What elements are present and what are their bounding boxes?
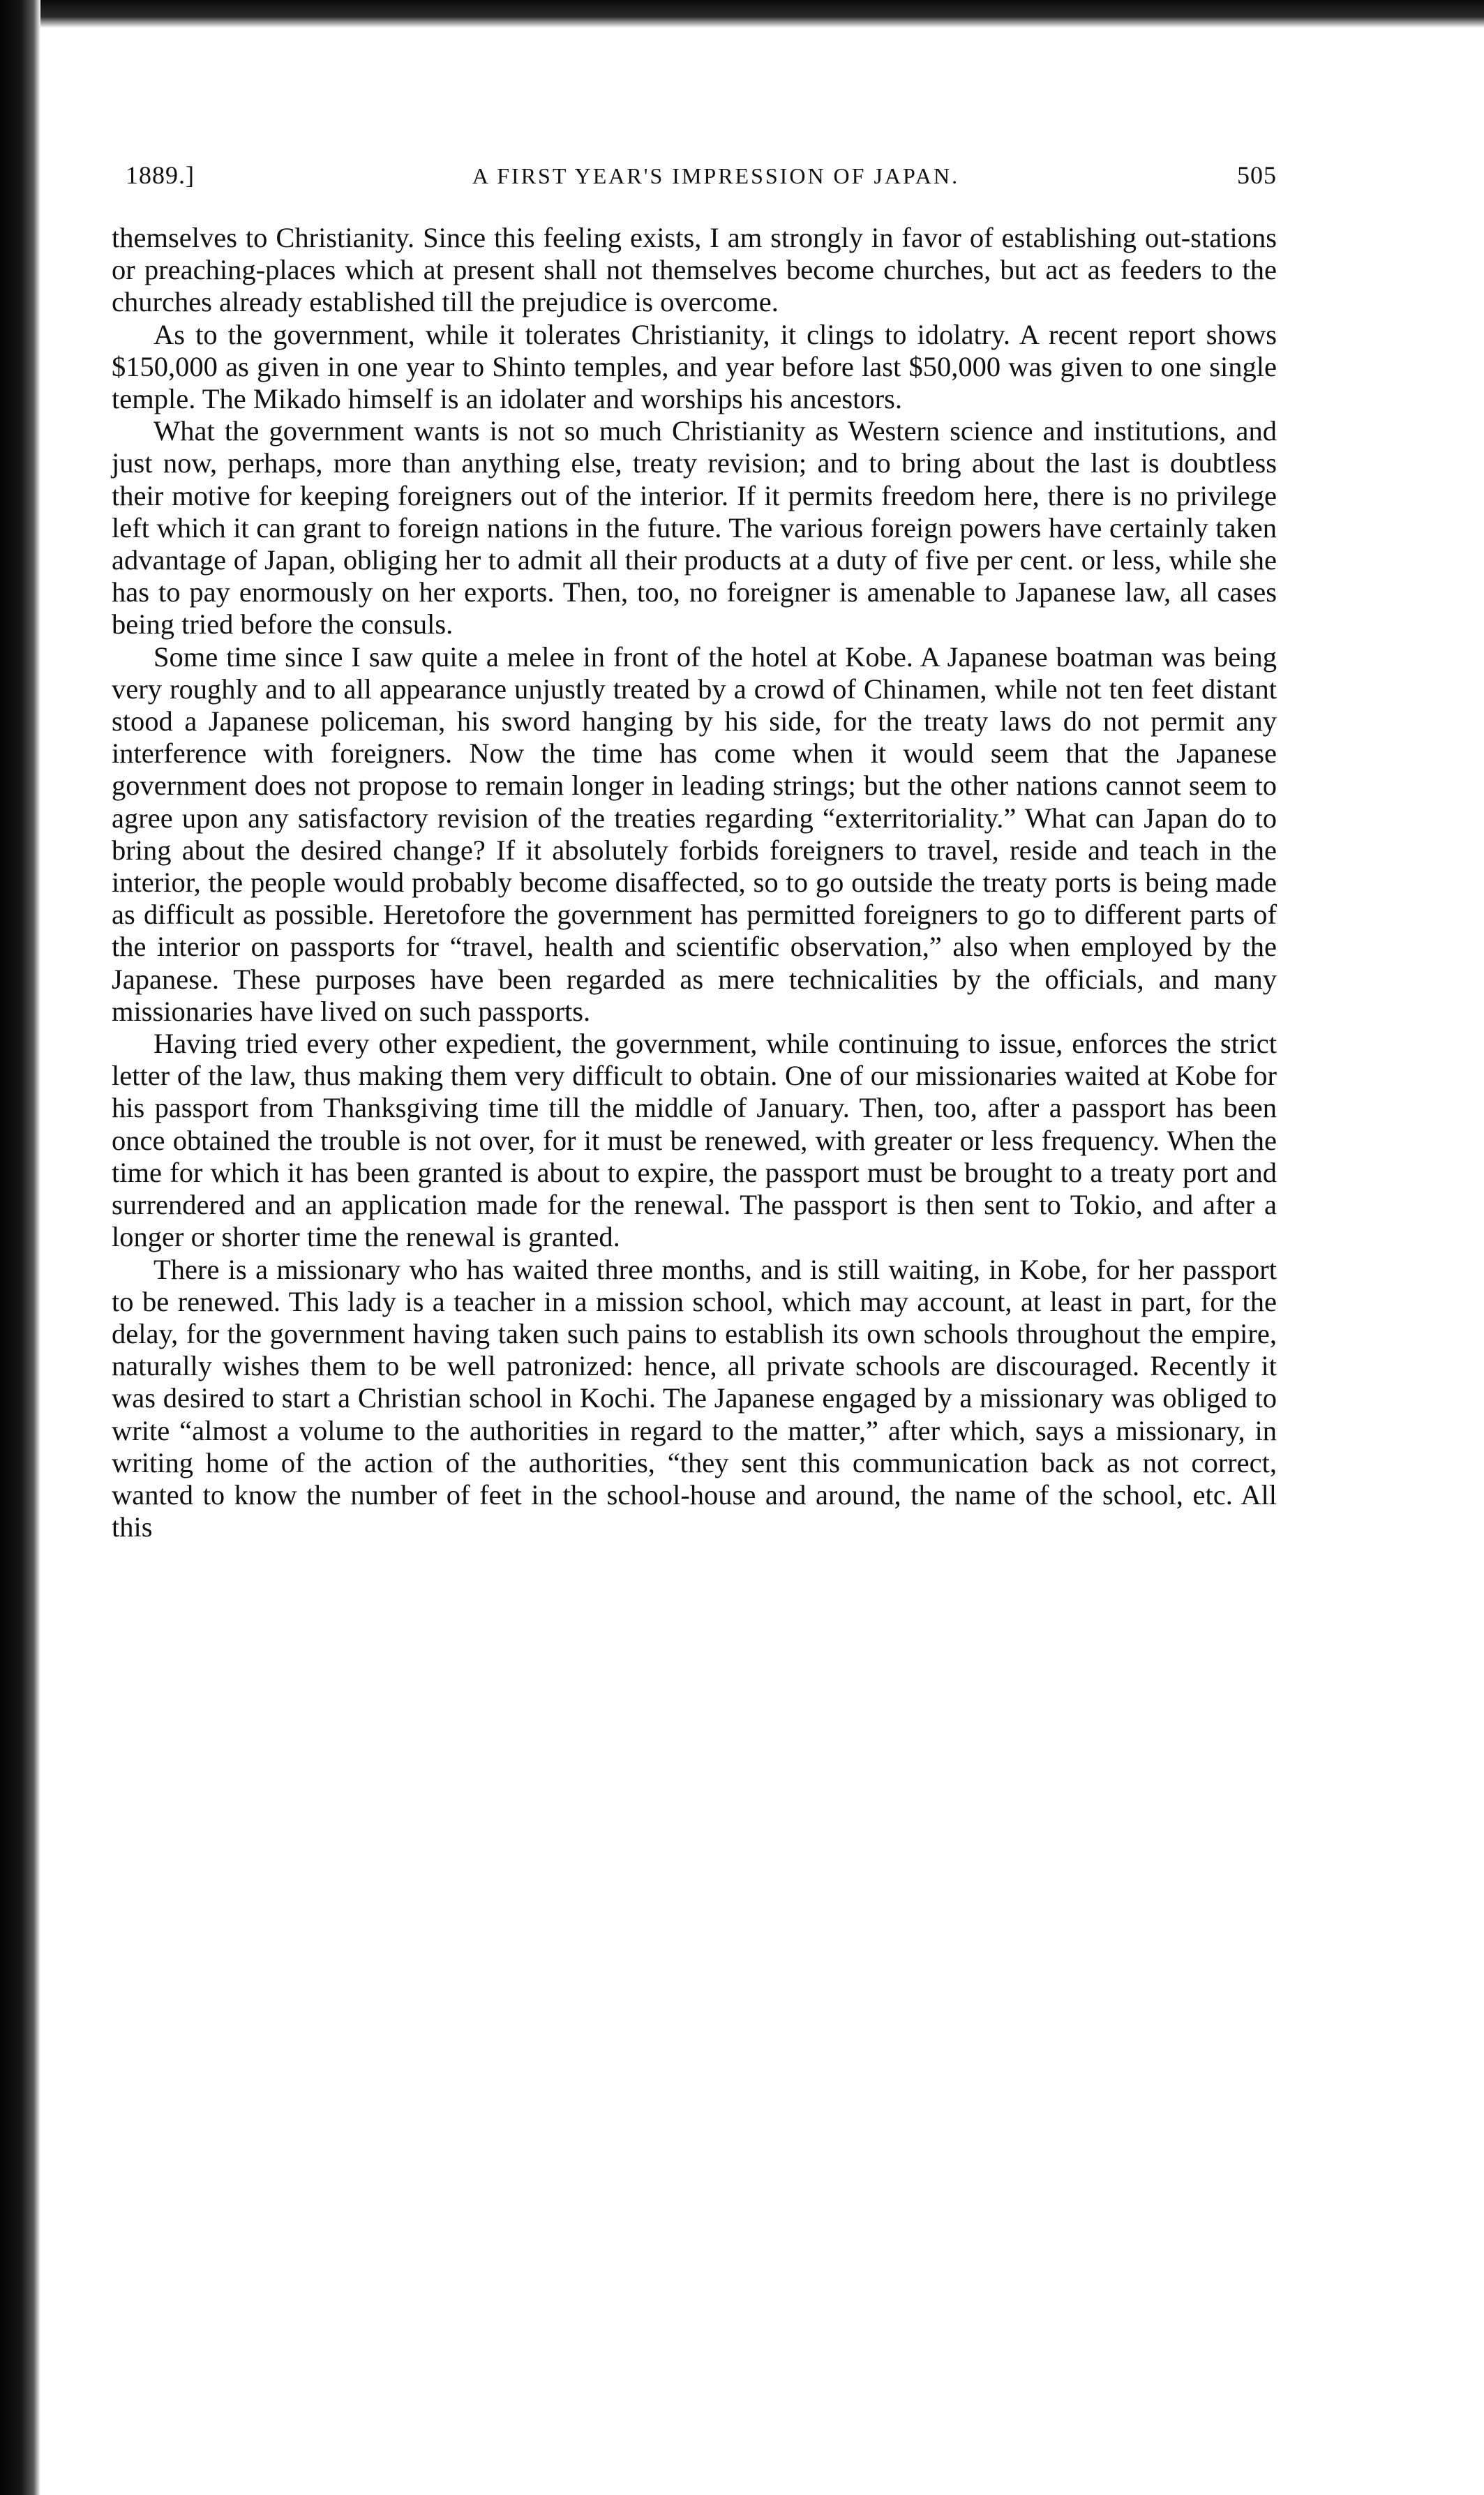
paragraph: Some time since I saw quite a melee in front of the hotel at Kobe. A Japanese boatman was being very roughly and to all appearance unjustly treated by a crowd of Chinamen, while not ten feet distant stood a Japanese policeman, his sword hanging by his side, for the treaty laws do not permit any interference with foreigners. Now the time has come when it would seem that the Japanese government does not propose to remain longer in leading strings; but the other nations cannot seem to agree upon any satisfactory revision of the treaties regarding “exterritoriality.” What can Japan do to bring about the desired change? If it absolutely forbids foreigners to travel, reside and teach in the interior, the people would probably become disaffected, so to go outside the treaty ports is being made as difficult as possible. Heretofore the government has permitted foreigners to go to different parts of the interior on passports for “travel, health and scientific observation,” also when employed by the Japanese. These purposes have been regarded as mere technicalities by the officials, and many missionaries have lived on such passports. — [112, 640, 1277, 1027]
running-head-title: A FIRST YEAR'S IMPRESSION OF JAPAN. — [472, 163, 960, 188]
paragraph: themselves to Christianity. Since this feeling exists, I am strongly in favor of establishing out-stations or preaching-places which at present shall not themselves become churches, but act as feeders to the churches already established till the prejudice is overcome. — [112, 222, 1277, 318]
body-text — [112, 222, 1277, 1543]
paragraph: What the government wants is not so much Christianity as Western science and institutions, and just now, perhaps, more than anything else, treaty revision; and to bring about the last is doubtless their motive for keeping foreigners out of the interior. If it permits freedom here, there is no privilege left which it can grant to foreign nations in the future. The various foreign powers have certainly taken advantage of Japan, obliging her to admit all their products at a duty of five per cent. or less, while she has to pay enormously on her exports. Then, too, no foreigner is amenable to Japanese law, all cases being tried before the consuls. — [112, 415, 1277, 640]
running-head — [112, 160, 1277, 190]
paragraph: As to the government, while it tolerates Christianity, it clings to idolatry. A recent report shows $150,000 as given in one year to Shinto temples, and year before last $50,000 was given to one single temple. The Mikado himself is an idolater and worships his ancestors. — [112, 318, 1277, 415]
running-head-year: 1889.] — [126, 161, 195, 189]
scan-border-top — [0, 0, 1484, 28]
scan-border-left — [0, 0, 40, 2495]
paragraph: There is a missionary who has waited three months, and is still waiting, in Kobe, for her passport to be renewed. This lady is a teacher in a mission school, which may account, at least in part, for the delay, for the government having taken such pains to establish its own schools throughout the empire, naturally wishes them to be well patronized: hence, all private schools are discouraged. Recently it was desired to start a Christian school in Kochi. The Japanese engaged by a missionary was obliged to write “almost a volume to the authorities in regard to the matter,” after which, says a missionary, in writing home of the action of the authorities, “they sent this communication back as not correct, wanted to know the number of feet in the school-house and around, the name of the school, etc. All this — [112, 1253, 1277, 1543]
paragraph: Having tried every other expedient, the government, while continuing to issue, enforces the strict letter of the law, thus making them very difficult to obtain. One of our missionaries waited at Kobe for his passport from Thanksgiving time till the middle of January. Then, too, after a passport has been once obtained the trouble is not over, for it must be renewed, with greater or less frequency. When the time for which it has been granted is about to expire, the passport must be brought to a treaty port and surrendered and an application made for the renewal. The passport is then sent to Tokio, and after a longer or shorter time the renewal is granted. — [112, 1028, 1277, 1253]
page-number: 505 — [1236, 161, 1277, 189]
page — [112, 160, 1277, 1543]
